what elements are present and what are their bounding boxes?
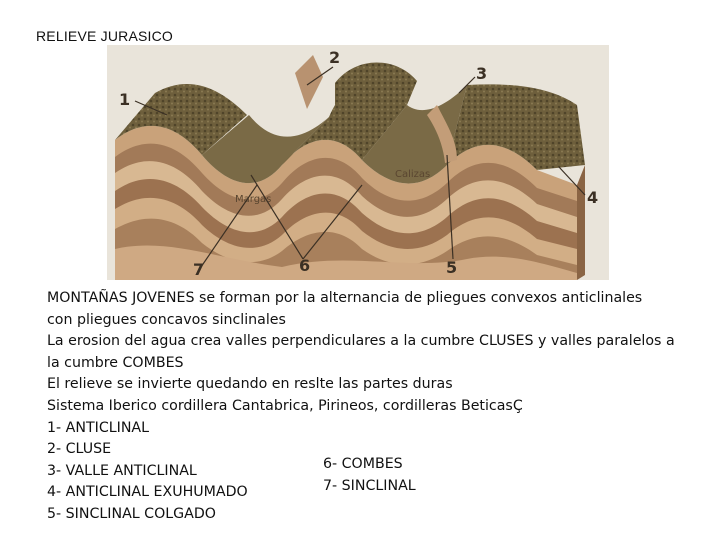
paragraph-line: MONTAÑAS JOVENES se forman por la alternancia de pliegues convexos anticlinales (47, 290, 643, 306)
legend-right-column (323, 454, 416, 497)
callout-3: 3 (476, 64, 488, 83)
legend-item-6: 6- COMBES (323, 456, 403, 472)
paragraph-line: El relieve se invierte quedando en reslte las partes duras (47, 376, 453, 393)
paragraph-line: Sistema Iberico cordillera Cantabrica, Pirineos, cordilleras BeticasÇ (47, 397, 523, 414)
legend-item-3: 3- VALLE ANTICLINAL (47, 462, 197, 479)
callout-7: 7 (193, 260, 205, 279)
layer-label-margas: Margas (235, 194, 272, 205)
layer-label-calizas: Calizas (395, 169, 431, 180)
callout-6: 6 (299, 256, 311, 275)
callout-5: 5 (446, 258, 458, 277)
jurassic-relief-diagram (107, 45, 609, 280)
paragraph-line: con pliegues concavos sinclinales (47, 311, 286, 328)
paragraph-line: la cumbre COMBES (47, 354, 184, 371)
callout-1: 1 (119, 90, 131, 109)
legend-item-5: 5- SINCLINAL COLGADO (47, 505, 216, 522)
callout-4: 4 (587, 188, 599, 207)
callout-2: 2 (329, 48, 341, 67)
paragraph-line: La erosion del agua crea valles perpendiculares a la cumbre CLUSES y valles paralelos a (47, 333, 675, 350)
legend-item-2: 2- CLUSE (47, 441, 112, 458)
page-title: RELIEVE JURASICO (36, 28, 174, 44)
legend-item-7: 7- SINCLINAL (323, 477, 416, 494)
legend-item-4: 4- ANTICLINAL EXUHUMADO (47, 484, 248, 501)
legend-item-1: 1- ANTICLINAL (47, 419, 150, 436)
